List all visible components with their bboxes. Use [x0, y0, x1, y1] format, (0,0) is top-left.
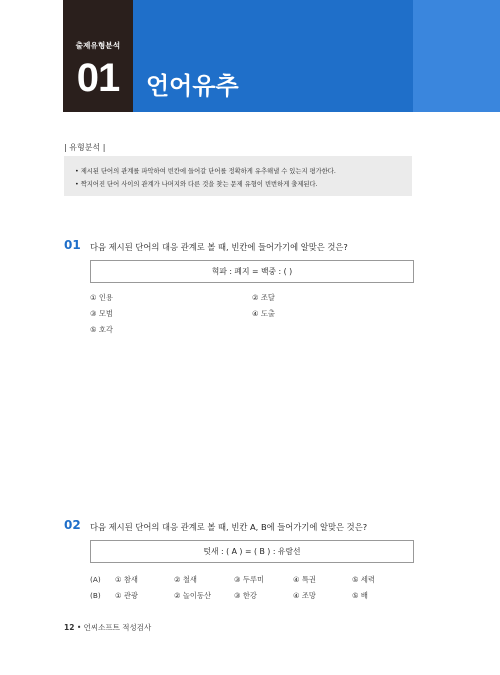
row-label: (A)	[90, 575, 101, 584]
answer-option[interactable]: ③ 모범	[90, 309, 113, 318]
answer-option[interactable]: ② 철새	[174, 575, 197, 584]
analysis-bullet: • 제시된 단어의 관계를 파악하여 빈칸에 들어갈 단어를 정확하게 유추해낼 수 있는지 평가한다.	[75, 168, 336, 175]
answer-option[interactable]: ② 조달	[252, 293, 275, 302]
answer-option[interactable]: ① 관광	[115, 591, 138, 600]
question-number: 01	[64, 238, 81, 252]
answer-option[interactable]: ③ 한강	[234, 591, 257, 600]
chapter-badge-number: 01	[76, 56, 120, 100]
answer-option[interactable]: ⑤ 세력	[352, 575, 375, 584]
page-footer	[64, 622, 151, 633]
chapter-badge-label: 출제유형분석	[75, 41, 121, 50]
answer-option[interactable]: ① 참새	[115, 575, 138, 584]
page-title: 언어유추	[146, 72, 239, 100]
analysis-bullet: • 짝지어진 단어 사이의 관계가 나머지와 다른 것을 찾는 문제 유형이 빈번하게 출제된다.	[75, 181, 318, 188]
row-label: (B)	[90, 591, 101, 600]
answer-option[interactable]: ⑤ 호각	[90, 325, 113, 334]
answer-option[interactable]: ④ 조망	[293, 591, 316, 600]
book-title: 언씨소프트 적성검사	[83, 623, 152, 632]
analysis-box	[64, 156, 412, 196]
footer-separator: •	[76, 623, 82, 632]
answer-option[interactable]: ④ 특권	[293, 575, 316, 584]
answer-option[interactable]: ② 놀이동산	[174, 591, 212, 600]
header-banner	[0, 0, 500, 112]
answer-option[interactable]: ① 인용	[90, 293, 113, 302]
analysis-heading: | 유형분석 |	[64, 143, 106, 152]
banner-accent	[413, 0, 500, 112]
question-text: 다음 제시된 단어의 대응 관계로 볼 때, 빈칸에 들어가기에 알맞은 것은?	[90, 242, 348, 252]
page-number: 12	[64, 623, 75, 632]
answer-option[interactable]: ④ 도출	[252, 309, 275, 318]
answer-option[interactable]: ⑤ 배	[352, 591, 368, 600]
answer-option[interactable]: ③ 두루미	[234, 575, 265, 584]
question-prompt-box: 혁파 : 폐지 = 백중 : ( )	[90, 260, 414, 283]
question-text: 다음 제시된 단어의 대응 관계로 볼 때, 빈칸 A, B에 들어가기에 알맞은 것은?	[90, 522, 368, 532]
question-number: 02	[64, 518, 81, 532]
question-prompt-box: 텃새 : ( A ) = ( B ) : 유람선	[90, 540, 414, 563]
